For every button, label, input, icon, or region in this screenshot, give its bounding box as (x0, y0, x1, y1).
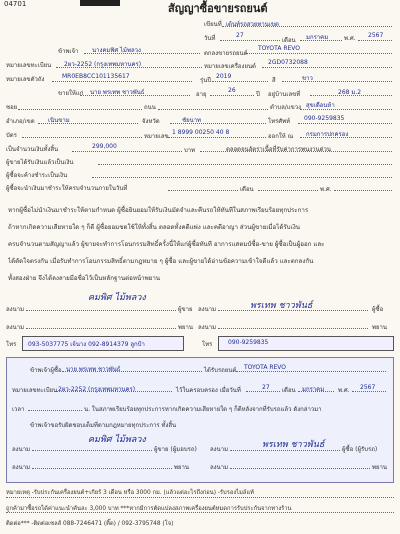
seller-name: นางคมพิศ ไม้พลวง (92, 47, 141, 54)
chassis-value: MR0EB8CC101135617 (62, 73, 130, 80)
road-label: ถนน (144, 104, 156, 111)
years-label: ปี (256, 91, 260, 98)
deliver-year-label: พ.ศ. (320, 186, 332, 193)
seller-label: ข้าพเจ้า (58, 48, 79, 55)
form-code: 04701 (4, 0, 27, 8)
buyer-phone: 090-9259835 (304, 115, 345, 122)
model-label: รุ่นปี (200, 77, 212, 84)
buyer-house: 268 ม.2 (338, 89, 362, 96)
chassis-label: หมายเลขตัวถัง (6, 76, 45, 83)
sign-label-buyer: ลงนาม (198, 306, 217, 313)
page-title: สัญญาซื้อขายรถยนต์ (168, 2, 268, 15)
sign-label-seller: ลงนาม (6, 306, 25, 313)
sign-label-witness1: ลงนาม (6, 324, 25, 331)
receipt-car-label: ได้รับรถยนต์ (204, 367, 237, 374)
footer-note-1: หมายเหตุ -รับประกันเครื่องยนต์+เกียร์ 3 เดือน หรือ 3000 กม. (แล้วแต่อะไรถึงก่อน) -รับรองไมล์แท้ (6, 490, 254, 496)
buyer-issued: กรมการปกครอง (306, 131, 349, 138)
price-received-text: ตลอดจนอัตราเนื้อที่รับค่าการพนงานด่วน (226, 146, 331, 153)
seller-signature-print: คมพิศ ไม้พลวง (88, 293, 146, 303)
receipt-seller-signature-print: คมพิศ ไม้พลวง (88, 435, 146, 445)
receipt-sign-label-w1: ลงนาม (12, 464, 31, 471)
car-model: TOYOTA REVO (258, 45, 301, 52)
receipt-witness-role-2: พยาน (372, 464, 387, 471)
receipt-time-label: เวลา (12, 406, 25, 413)
receipt-sign-label-buyer: ลงนาม (210, 446, 229, 453)
price-label: เป็นจำนวนเงินทั้งสิ้น (6, 146, 59, 153)
footer-note-2: ถูกค้ามาซื้อรถได้ค่าแนะนำคันละ 3,000 บาท ***หากมีการตัดแปลงสภาพเครื่องยนต์หมดการรับประกันจากทางร้าน (6, 506, 292, 512)
price-amount: 299,000 (92, 143, 117, 150)
color-label: สี (272, 77, 276, 84)
date-day: 27 (236, 32, 244, 39)
terms-line-1: หากผู้ซื้อไม่นำเงินมาชำระให้ตามกำหนด ผู้ซื้อยินยอมให้รับเงินมัดจำและคืนรถให้ทันทีในสภาพเรียบร้อยทุกประการ (8, 207, 309, 214)
receipt-year-label: พ.ศ. (338, 387, 350, 394)
month-label: เดือน (282, 37, 296, 44)
receipt-note: ข้าพเจ้าขอรับผิดชอบเต็มที่ตามกฎหมายทุกประการ ทั้งสิ้น (30, 422, 177, 429)
terms-line-2: ถ้าหากเกิดความเสียหายใด ๆ ก็ดี ผู้ซื้อยอมชดใช้ให้ทั้งสิ้น ตลอดทั้งคดีแพ่ง และคดีอาญา ส่วนผู้ขายเมื่อได้รับเงิน (8, 224, 300, 231)
age-label: อายุ (196, 91, 207, 98)
district-label: อำเภอ/เขต (6, 118, 35, 125)
receipt-sign-label-seller: ลงนาม (12, 446, 31, 453)
terms-line-4: ได้ตัดใจตรงกัน เมื่อรับทำการโอนกรรมสิทธิ์ตามกฎหมาย ๆ ผู้ซื้อ และผู้ขายได้อ่านข้อความเข้าใจดีแล้ว และตกลงกัน (8, 258, 314, 265)
year-label: พ.ศ. (344, 35, 356, 42)
terms-line-5: ทั้งสองฝ่าย จึงได้ลงลายมือชื่อไว้เป็นหลักฐานต่อหน้าพยาน (8, 275, 161, 282)
card-no-label: หมายเลข (144, 133, 169, 140)
buyer-name: นาย พรเทพ ชาวพันธ์ (90, 89, 145, 96)
seller-role: ผู้ขาย (178, 306, 193, 313)
receipt-month-label: เดือน (282, 387, 296, 394)
buyer-age: 26 (228, 87, 236, 94)
engine-value: 2GD0732088 (268, 59, 308, 66)
buyer-card-no: 1 8999 00250 40 8 (172, 129, 230, 136)
soi-label: ซอย (6, 104, 18, 111)
phone-label-seller: โทร (6, 341, 17, 348)
receipt-buyer-role: ผู้ซื้อ (ผู้รับรถ) (342, 446, 378, 453)
witness-role-2: พยาน (372, 324, 387, 331)
buyer-province: ชัยนาท (182, 117, 202, 124)
receipt-seller-role: ผู้ขาย (ผู้มอบรถ) (154, 446, 197, 453)
issued-label: ออกให้ ณ (268, 133, 294, 140)
footer-contact: ติดต่อ*** -ติดต่อเซลส์ 088-7246471 (ติ๊ด) / 092-3795748 (โจ) (6, 521, 174, 527)
receipt-plate-label: หมายเลขทะเบียน (12, 387, 58, 394)
date-label: วันที่ (204, 35, 216, 42)
receipt-buyer-name: นาย พรเทพ ชาวพันธ์ (66, 366, 121, 373)
province-label: จังหวัด (142, 118, 160, 125)
sign-label-witness2: ลงนาม (198, 324, 217, 331)
deliver-label: ผู้ซื้อจะนำเงินมาชำระให้ครบจำนวนภายในวันที่ (6, 185, 128, 192)
paid-label: ผู้ขายได้รับเงินแล้วเป็นเงิน (6, 159, 74, 166)
color-value: ขาว (302, 75, 313, 82)
receipt-sign-label-w2: ลงนาม (210, 464, 229, 471)
receipt-year: 2567 (360, 384, 376, 391)
buyer-phone-2: 090-9259835 (228, 339, 269, 346)
receipt-buyer-label: ข้าพเจ้าผู้ซื้อ (30, 367, 62, 374)
buyer-district: เนินขาม (48, 117, 70, 124)
seller-phones: 093-5037775 เจ้นาง 092-8914379 ลูกป้า (28, 341, 145, 348)
receipt-witness-role-1: พยาน (174, 464, 189, 471)
logo-block (80, 0, 120, 6)
receipt-day: 27 (262, 384, 270, 391)
buyer-subdistrict: สุขเดือนห้า (306, 102, 335, 109)
receipt-complete-label: ไว้ในครอบครอง เมื่อวันที่ (176, 387, 241, 394)
buyer-role: ผู้ซื้อ (372, 306, 384, 313)
plate-label: หมายเลขทะเบียน (6, 62, 52, 69)
agree-label: ตกลงขายรถยนต์ (204, 50, 248, 57)
addr-label: อยู่บ้านเลขที่ (268, 91, 301, 98)
model-year: 2019 (216, 73, 232, 80)
phone-label: โทรศัพท์ (268, 118, 291, 125)
price-unit: บาท (184, 147, 196, 154)
phone-label-buyer: โทร (202, 341, 213, 348)
receipt-buyer-signature: พรเทพ ชาวพันธ์ (262, 440, 325, 450)
subdistrict-label: ตำบล/แขวง (270, 104, 302, 111)
buyer-label: ขายให้แก่ (58, 90, 84, 97)
card-label: บัตร (6, 132, 17, 139)
location-label: เขียนที่ (204, 21, 222, 28)
receipt-month: มกราคม (302, 386, 325, 393)
terms-line-3: ครบจำนวนตามสัญญาแล้ว ผู้ขายจะทำการโอนกรรมสิทธิ์ครั้งนี้ให้แก่ผู้ซื้อทันที อาการแสตมป์ซื้อ-ขาย ผู้ซื้อเป็นผู้ออก และ (8, 241, 325, 248)
plate-value: 2ผว-2252 (กรุงเทพมหานคร) (64, 61, 142, 68)
remaining-label: ผู้ซื้อจะค้างชำระเป็นเงิน (6, 172, 68, 179)
date-year: 2567 (368, 32, 384, 39)
receipt-time-text: น. ในสภาพเรียบร้อยทุกประการหากเกิดความเสียหายใด ๆ ก็ดีหลังจากที่รับรถแล้ว ดังกล่าวมา (84, 406, 322, 413)
deliver-month-label: เดือน (240, 186, 254, 193)
witness-role-1: พยาน (178, 324, 193, 331)
location-value: เต้นท์รถสวยทานเขต (226, 21, 279, 28)
engine-label: หมายเลขเครื่องยนต์ (204, 63, 256, 70)
date-month: มกราคม (306, 34, 329, 41)
receipt-car: TOYOTA REVO (244, 364, 287, 371)
buyer-signature: พรเทพ ชาวพันธ์ (250, 301, 313, 311)
receipt-plate: 2ผว-2252 (กรุงเทพมหานคร) (58, 386, 136, 393)
